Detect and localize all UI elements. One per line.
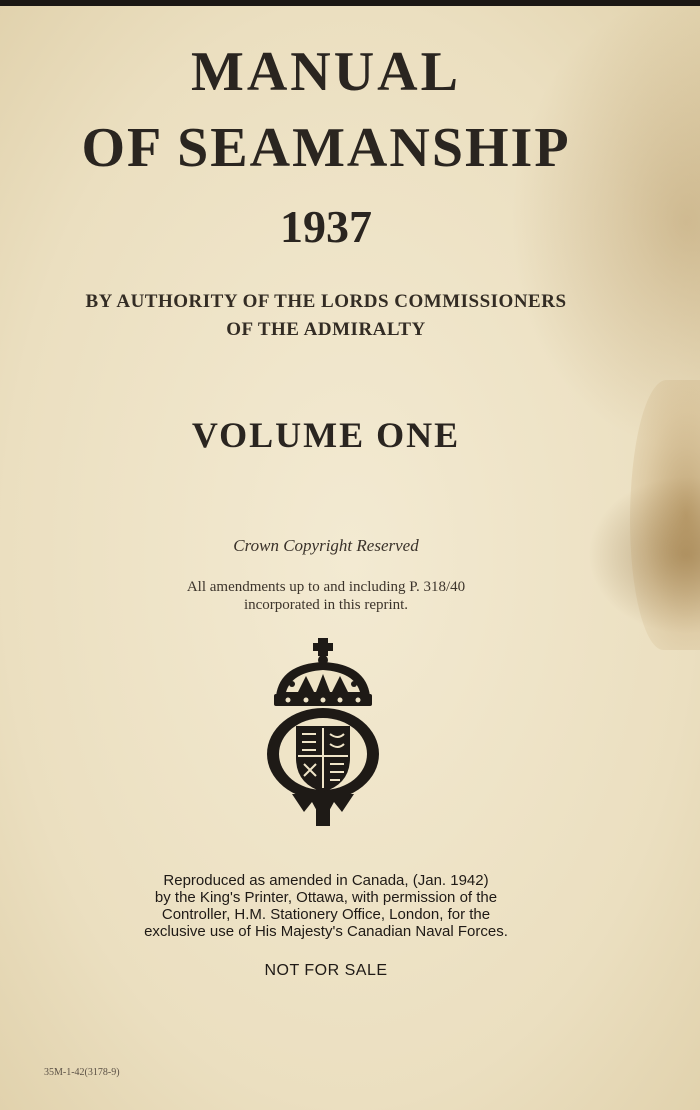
page-top-edge [0,0,700,6]
authority-line-2: OF THE ADMIRALTY [226,319,426,340]
royal-crest-icon [258,636,388,828]
amendments-note [0,578,652,614]
volume-heading: VOLUME ONE [191,415,461,455]
print-code: 35M-1-42(3178-9) [44,1067,120,1078]
reproduction-line-1: Reproduced as amended in Canada, (Jan. 1942) [163,872,489,889]
reproduction-line-4: exclusive use of His Majesty's Canadian Naval Forces. [144,923,508,940]
not-for-sale-notice: NOT FOR SALE [264,962,388,979]
amendments-line-2: incorporated in this reprint. [243,597,409,613]
authority-line-1: BY AUTHORITY OF THE LORDS COMMISSIONERS [85,291,567,312]
title-line-manual: MANUAL [191,41,461,103]
publication-year: 1937 [280,201,372,252]
reproduction-line-3: Controller, H.M. Stationery Office, London, for the [161,906,491,923]
amendments-line-1: All amendments up to and including P. 318/40 [186,579,466,595]
reproduction-statement [0,872,652,940]
title-line-seamanship: OF SEAMANSHIP [81,117,571,179]
reproduction-line-2: by the King's Printer, Ottawa, with permission of the [154,889,498,906]
authority-statement [0,288,652,344]
copyright-notice: Crown Copyright Reserved [233,536,419,555]
